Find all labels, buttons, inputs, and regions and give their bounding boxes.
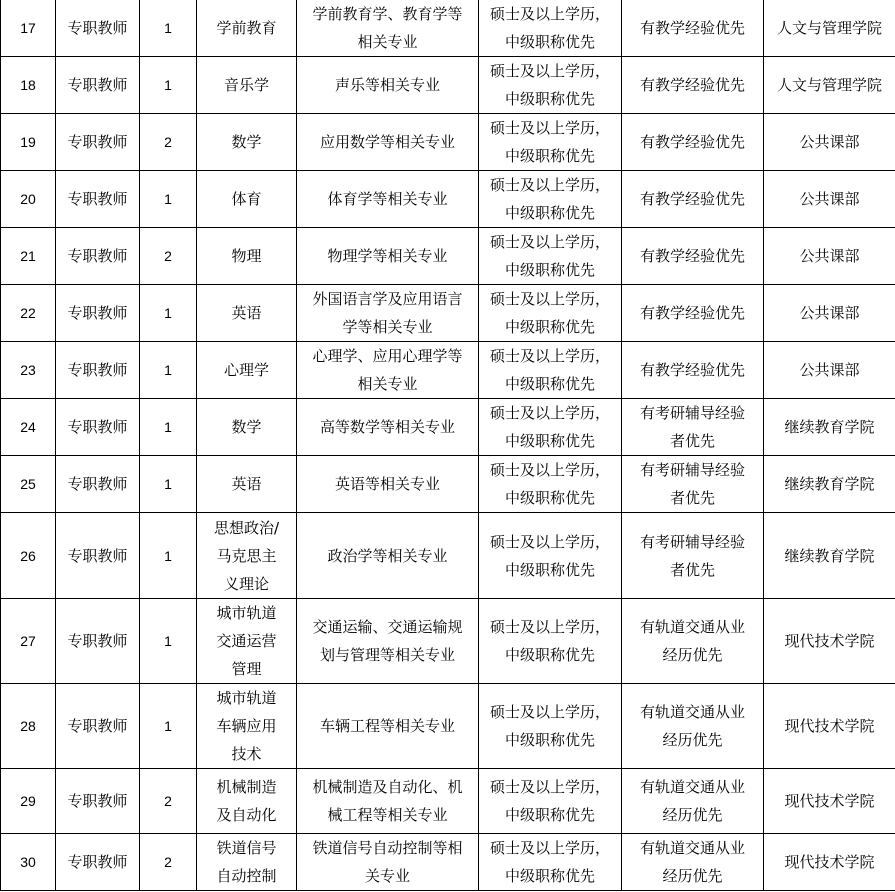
cell-department: 现代技术学院: [764, 769, 895, 834]
cell-subject: 数学: [197, 399, 297, 456]
table-row: [1, 834, 895, 891]
cell-department: 公共课部: [764, 171, 895, 228]
cell-count: 1: [140, 57, 197, 114]
cell-subject: 音乐学: [197, 57, 297, 114]
cell-number: 28: [1, 684, 56, 769]
table-row: [1, 513, 895, 599]
cell-major: 铁道信号自动控制等相 关专业: [297, 834, 479, 891]
cell-experience-requirement: 有教学经验优先: [622, 228, 764, 285]
cell-count: 2: [140, 228, 197, 285]
cell-major: 应用数学等相关专业: [297, 114, 479, 171]
cell-experience-requirement: 有教学经验优先: [622, 0, 764, 57]
cell-experience-requirement: 有轨道交通从业 经历优先: [622, 684, 764, 769]
cell-count: 1: [140, 399, 197, 456]
cell-major: 体育学等相关专业: [297, 171, 479, 228]
cell-major: 学前教育学、教育学等 相关专业: [297, 0, 479, 57]
cell-count: 1: [140, 171, 197, 228]
cell-degree-requirement: 硕士及以上学历， 中级职称优先: [479, 228, 622, 285]
cell-degree-requirement: 硕士及以上学历， 中级职称优先: [479, 684, 622, 769]
table-row: [1, 0, 895, 57]
cell-major: 机械制造及自动化、机 械工程等相关专业: [297, 769, 479, 834]
cell-experience-requirement: 有教学经验优先: [622, 114, 764, 171]
cell-position: 专职教师: [56, 285, 140, 342]
cell-degree-requirement: 硕士及以上学历， 中级职称优先: [479, 456, 622, 513]
cell-major: 英语等相关专业: [297, 456, 479, 513]
cell-position: 专职教师: [56, 456, 140, 513]
table-row: [1, 769, 895, 834]
cell-department: 公共课部: [764, 114, 895, 171]
table-row: [1, 684, 895, 769]
table-row: [1, 456, 895, 513]
cell-degree-requirement: 硕士及以上学历， 中级职称优先: [479, 114, 622, 171]
cell-department: 现代技术学院: [764, 684, 895, 769]
table-row: [1, 171, 895, 228]
cell-position: 专职教师: [56, 399, 140, 456]
cell-count: 2: [140, 834, 197, 891]
cell-degree-requirement: 硕士及以上学历， 中级职称优先: [479, 513, 622, 599]
cell-experience-requirement: 有考研辅导经验 者优先: [622, 513, 764, 599]
cell-number: 25: [1, 456, 56, 513]
cell-count: 2: [140, 769, 197, 834]
cell-degree-requirement: 硕士及以上学历， 中级职称优先: [479, 399, 622, 456]
cell-subject: 体育: [197, 171, 297, 228]
table-row: [1, 57, 895, 114]
cell-department: 人文与管理学院: [764, 0, 895, 57]
cell-count: 1: [140, 513, 197, 599]
cell-position: 专职教师: [56, 599, 140, 684]
cell-number: 20: [1, 171, 56, 228]
cell-department: 现代技术学院: [764, 599, 895, 684]
table-row: [1, 399, 895, 456]
cell-major: 车辆工程等相关专业: [297, 684, 479, 769]
cell-number: 19: [1, 114, 56, 171]
cell-position: 专职教师: [56, 228, 140, 285]
cell-department: 人文与管理学院: [764, 57, 895, 114]
cell-major: 心理学、应用心理学等 相关专业: [297, 342, 479, 399]
cell-subject: 英语: [197, 456, 297, 513]
cell-position: 专职教师: [56, 684, 140, 769]
cell-experience-requirement: 有考研辅导经验 者优先: [622, 399, 764, 456]
cell-number: 23: [1, 342, 56, 399]
cell-major: 声乐等相关专业: [297, 57, 479, 114]
cell-experience-requirement: 有轨道交通从业 经历优先: [622, 834, 764, 891]
cell-number: 17: [1, 0, 56, 57]
cell-degree-requirement: 硕士及以上学历， 中级职称优先: [479, 0, 622, 57]
cell-department: 公共课部: [764, 228, 895, 285]
table-row: [1, 114, 895, 171]
cell-count: 1: [140, 684, 197, 769]
cell-degree-requirement: 硕士及以上学历， 中级职称优先: [479, 769, 622, 834]
cell-count: 1: [140, 342, 197, 399]
cell-position: 专职教师: [56, 834, 140, 891]
cell-major: 交通运输、交通运输规 划与管理等相关专业: [297, 599, 479, 684]
cell-department: 继续教育学院: [764, 399, 895, 456]
cell-count: 2: [140, 114, 197, 171]
cell-subject: 英语: [197, 285, 297, 342]
cell-major: 物理学等相关专业: [297, 228, 479, 285]
cell-number: 22: [1, 285, 56, 342]
cell-experience-requirement: 有教学经验优先: [622, 285, 764, 342]
cell-position: 专职教师: [56, 513, 140, 599]
cell-number: 26: [1, 513, 56, 599]
cell-subject: 心理学: [197, 342, 297, 399]
cell-degree-requirement: 硕士及以上学历， 中级职称优先: [479, 171, 622, 228]
cell-position: 专职教师: [56, 0, 140, 57]
cell-count: 1: [140, 285, 197, 342]
cell-degree-requirement: 硕士及以上学历， 中级职称优先: [479, 57, 622, 114]
cell-number: 21: [1, 228, 56, 285]
cell-subject: 物理: [197, 228, 297, 285]
cell-subject: 思想政治/ 马克思主 义理论: [197, 513, 297, 599]
cell-department: 继续教育学院: [764, 456, 895, 513]
cell-number: 24: [1, 399, 56, 456]
cell-subject: 数学: [197, 114, 297, 171]
cell-degree-requirement: 硕士及以上学历， 中级职称优先: [479, 285, 622, 342]
cell-experience-requirement: 有考研辅导经验 者优先: [622, 456, 764, 513]
cell-subject: 城市轨道 交通运营 管理: [197, 599, 297, 684]
cell-department: 现代技术学院: [764, 834, 895, 891]
cell-degree-requirement: 硕士及以上学历， 中级职称优先: [479, 599, 622, 684]
table-row: [1, 228, 895, 285]
cell-degree-requirement: 硕士及以上学历， 中级职称优先: [479, 342, 622, 399]
cell-subject: 学前教育: [197, 0, 297, 57]
table-row: [1, 342, 895, 399]
cell-count: 1: [140, 0, 197, 57]
cell-position: 专职教师: [56, 769, 140, 834]
cell-number: 29: [1, 769, 56, 834]
cell-experience-requirement: 有教学经验优先: [622, 57, 764, 114]
cell-subject: 铁道信号 自动控制: [197, 834, 297, 891]
cell-major: 高等数学等相关专业: [297, 399, 479, 456]
cell-position: 专职教师: [56, 342, 140, 399]
cell-number: 30: [1, 834, 56, 891]
cell-department: 公共课部: [764, 342, 895, 399]
cell-position: 专职教师: [56, 57, 140, 114]
cell-department: 继续教育学院: [764, 513, 895, 599]
cell-degree-requirement: 硕士及以上学历， 中级职称优先: [479, 834, 622, 891]
cell-subject: 机械制造 及自动化: [197, 769, 297, 834]
cell-position: 专职教师: [56, 171, 140, 228]
table-row: [1, 599, 895, 684]
table-body: [1, 0, 895, 891]
cell-count: 1: [140, 456, 197, 513]
cell-subject: 城市轨道 车辆应用 技术: [197, 684, 297, 769]
cell-department: 公共课部: [764, 285, 895, 342]
cell-position: 专职教师: [56, 114, 140, 171]
cell-number: 27: [1, 599, 56, 684]
cell-experience-requirement: 有轨道交通从业 经历优先: [622, 599, 764, 684]
cell-number: 18: [1, 57, 56, 114]
cell-experience-requirement: 有教学经验优先: [622, 171, 764, 228]
cell-experience-requirement: 有轨道交通从业 经历优先: [622, 769, 764, 834]
cell-major: 政治学等相关专业: [297, 513, 479, 599]
table-row: [1, 285, 895, 342]
cell-count: 1: [140, 599, 197, 684]
cell-experience-requirement: 有教学经验优先: [622, 342, 764, 399]
cell-major: 外国语言学及应用语言 学等相关专业: [297, 285, 479, 342]
